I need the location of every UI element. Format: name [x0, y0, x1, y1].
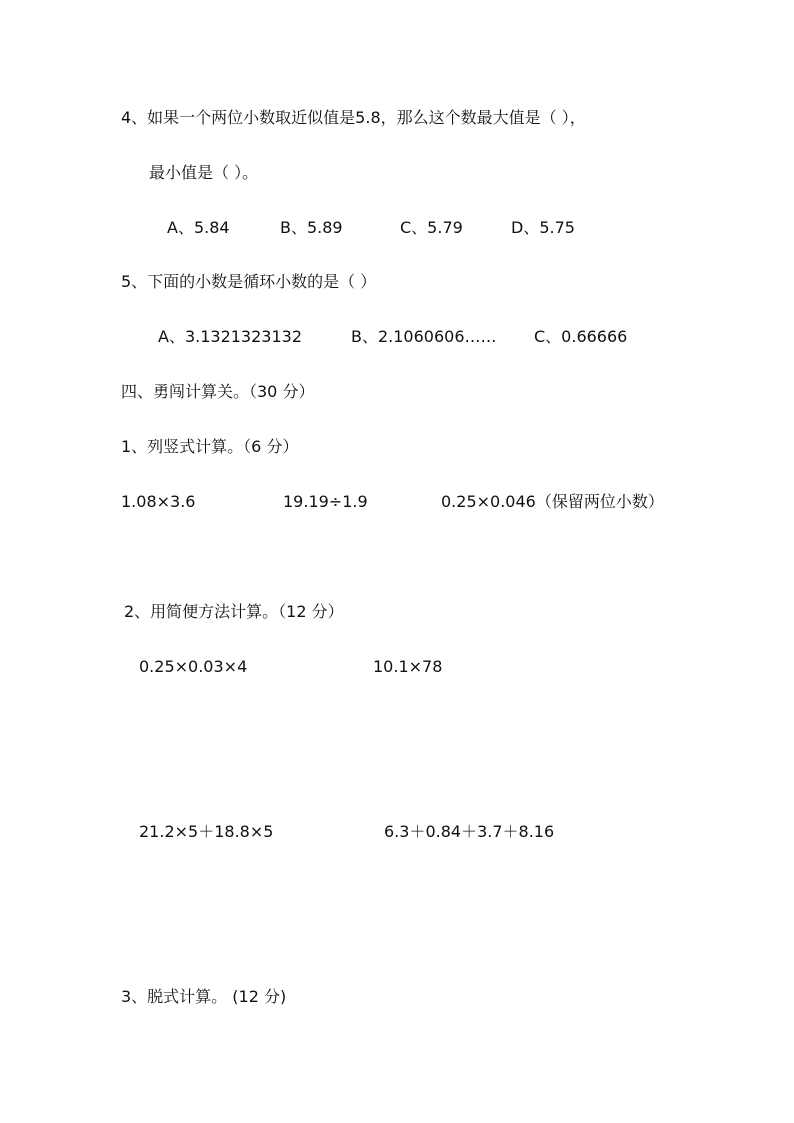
q5-option-c: C、0.66666 [534, 327, 628, 346]
part2-item-1: 0.25×0.03×4 [139, 657, 248, 676]
part2-item-2: 10.1×78 [373, 657, 443, 676]
part2-item-3: 21.2×5＋18.8×5 [139, 822, 274, 841]
part1-title: 1、列竖式计算。（6 分） [121, 437, 299, 456]
q5-option-b: B、2.1060606…… [351, 327, 497, 346]
part2-title: 2、用简便方法计算。（12 分） [124, 602, 344, 621]
part3-title: 3、脱式计算。 (12 分) [121, 987, 287, 1006]
q4-option-a: A、5.84 [167, 218, 230, 237]
q4-line2: 最小值是（ ）。 [149, 163, 259, 182]
part1-item-1: 1.08×3.6 [121, 492, 196, 511]
q4-option-d: D、5.75 [511, 218, 575, 237]
part2-item-4: 6.3＋0.84＋3.7＋8.16 [384, 822, 555, 841]
part1-item-3: 0.25×0.046（保留两位小数） [441, 492, 664, 511]
section-title: 四、勇闯计算关。（30 分） [121, 382, 315, 401]
q5-option-a: A、3.1321323132 [158, 327, 303, 346]
q4-line1: 4、如果一个两位小数取近似值是5.8，那么这个数最大值是（ ）， [121, 108, 586, 127]
q5-text: 5、下面的小数是循环小数的是（ ） [121, 272, 377, 291]
q4-option-b: B、5.89 [280, 218, 343, 237]
q4-option-c: C、5.79 [400, 218, 463, 237]
part1-item-2: 19.19÷1.9 [283, 492, 368, 511]
